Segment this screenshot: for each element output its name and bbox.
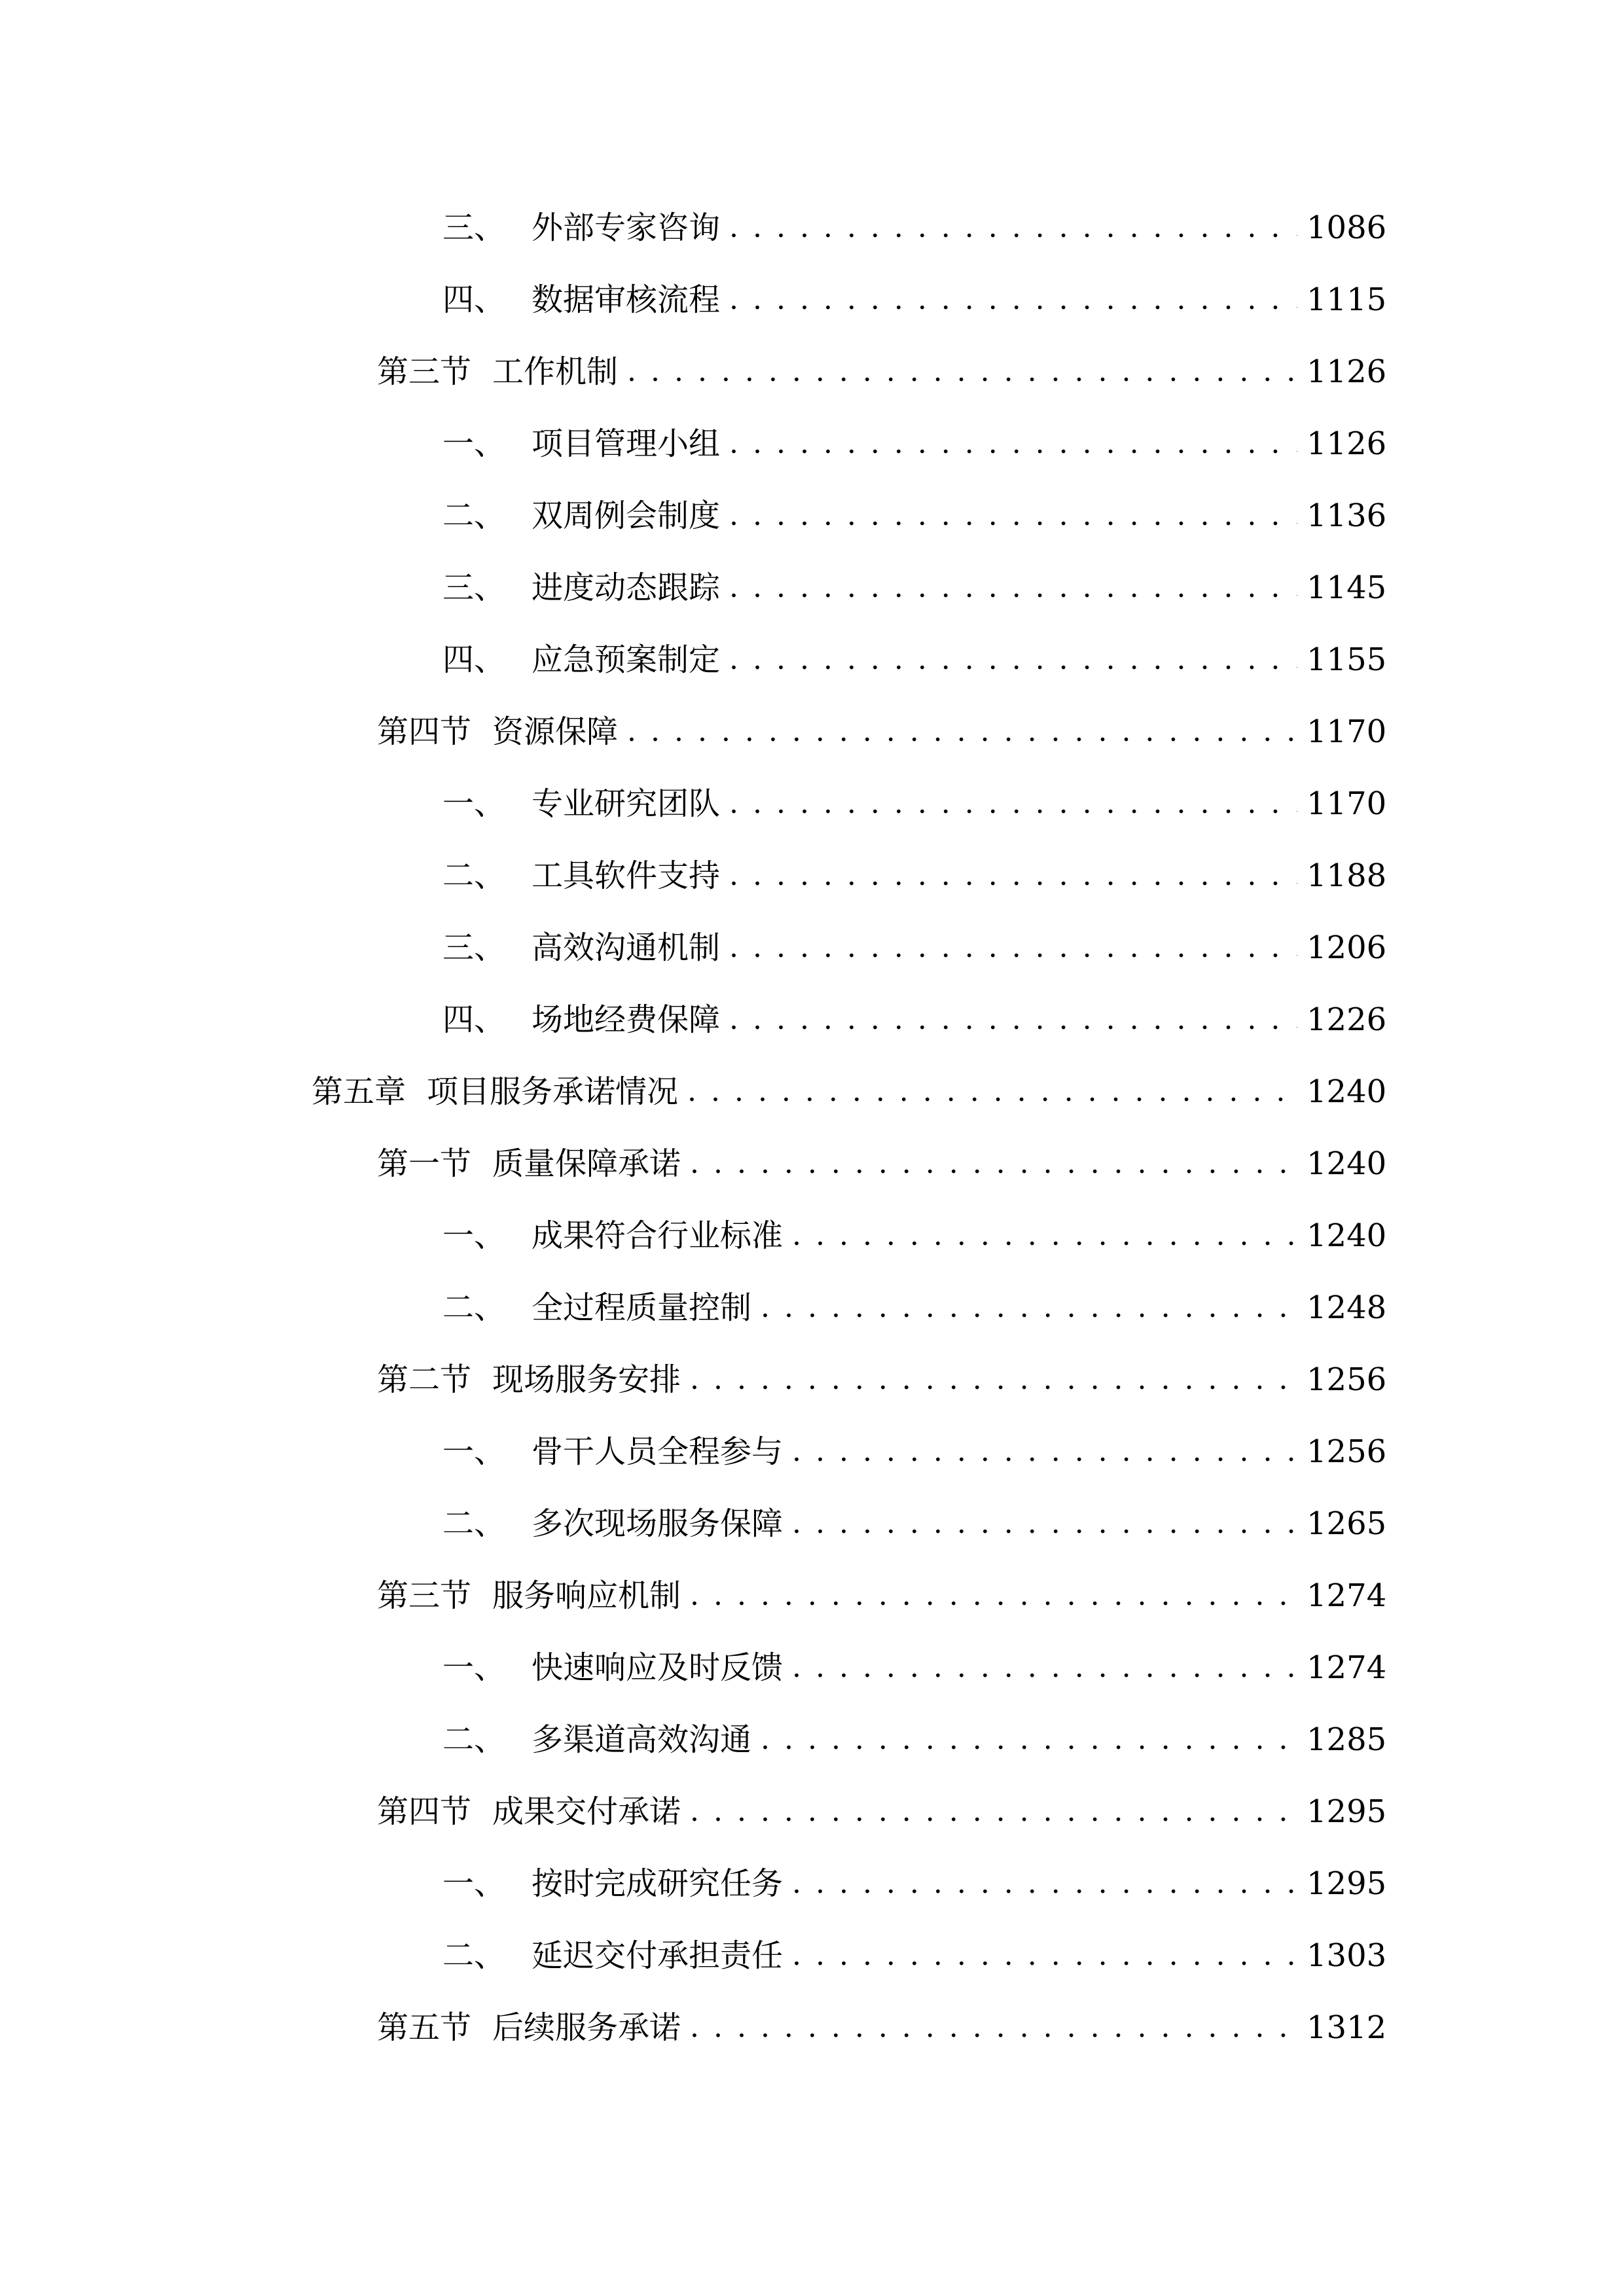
toc-entry-section[interactable] — [377, 1140, 1387, 1187]
toc-entry-section[interactable] — [377, 348, 1387, 395]
toc-title: 工作机制 — [492, 353, 619, 390]
toc-title: 项目管理小组 — [532, 425, 721, 462]
toc-page-number: 1170 — [1307, 785, 1387, 822]
toc-marker: 第三节 — [377, 1577, 472, 1614]
toc-page-number: 1312 — [1307, 2009, 1387, 2046]
toc-entry-section[interactable] — [377, 1572, 1387, 1619]
toc-title: 骨干人员全程参与 — [532, 1433, 784, 1470]
toc-leader-dots — [792, 1644, 1297, 1691]
toc-entry-item[interactable] — [442, 1860, 1387, 1907]
toc-leader-dots — [729, 852, 1297, 899]
toc-marker: 二、 — [442, 1937, 506, 1974]
toc-marker: 第四节 — [377, 713, 472, 750]
toc-leader-dots — [729, 204, 1297, 251]
toc-title: 外部专家咨询 — [532, 209, 721, 246]
toc-marker: 三、 — [442, 569, 506, 606]
toc-page-number: 1265 — [1307, 1505, 1387, 1542]
toc-title: 按时完成研究任务 — [532, 1865, 784, 1902]
toc-page-number: 1170 — [1307, 713, 1387, 750]
toc-page-number: 1256 — [1307, 1361, 1387, 1398]
toc-marker: 第三节 — [377, 353, 472, 390]
toc-marker: 第五节 — [377, 2009, 472, 2046]
toc-page-number: 1303 — [1307, 1937, 1387, 1974]
toc-leader-dots — [729, 276, 1297, 323]
toc-page-number: 1188 — [1307, 857, 1387, 894]
toc-title: 多次现场服务保障 — [532, 1505, 784, 1542]
toc-marker: 三、 — [442, 209, 506, 246]
toc-marker: 二、 — [442, 1289, 506, 1326]
toc-marker: 第五章 — [312, 1073, 406, 1110]
toc-entry-item[interactable] — [442, 1932, 1387, 1979]
toc-page-number: 1256 — [1307, 1433, 1387, 1470]
toc-marker: 第四节 — [377, 1793, 472, 1830]
toc-entry-item[interactable] — [442, 780, 1387, 827]
toc-marker: 一、 — [442, 1865, 506, 1902]
toc-entry-item[interactable] — [442, 996, 1387, 1043]
toc-title: 工具软件支持 — [532, 857, 721, 894]
toc-title: 质量保障承诺 — [492, 1145, 681, 1182]
toc-page-number: 1274 — [1307, 1649, 1387, 1686]
toc-marker: 二、 — [442, 857, 506, 894]
toc-leader-dots — [729, 924, 1297, 971]
toc-marker: 一、 — [442, 425, 506, 462]
toc-entry-item[interactable] — [442, 1428, 1387, 1475]
toc-title: 成果符合行业标准 — [532, 1217, 784, 1254]
toc-page-number: 1126 — [1307, 425, 1387, 462]
toc-leader-dots — [729, 564, 1297, 611]
toc-marker: 三、 — [442, 929, 506, 966]
toc-entry-item[interactable] — [442, 636, 1387, 683]
toc-leader-dots — [729, 420, 1297, 467]
toc-leader-dots — [792, 1860, 1297, 1907]
toc-leader-dots — [792, 1428, 1297, 1475]
toc-marker: 第二节 — [377, 1361, 472, 1398]
toc-leader-dots — [729, 780, 1297, 827]
toc-title: 双周例会制度 — [532, 497, 721, 534]
toc-leader-dots — [792, 1500, 1297, 1547]
toc-entry-item[interactable] — [442, 1284, 1387, 1331]
toc-entry-section[interactable] — [377, 708, 1387, 755]
toc-marker: 四、 — [442, 641, 506, 678]
toc-title: 进度动态跟踪 — [532, 569, 721, 606]
toc-marker: 一、 — [442, 1217, 506, 1254]
toc-entry-item[interactable] — [442, 1644, 1387, 1691]
toc-marker: 二、 — [442, 497, 506, 534]
toc-entry-item[interactable] — [442, 420, 1387, 467]
toc-entry-section[interactable] — [377, 1788, 1387, 1835]
toc-marker: 二、 — [442, 1505, 506, 1542]
toc-entry-item[interactable] — [442, 924, 1387, 971]
toc-title: 现场服务安排 — [492, 1361, 681, 1398]
toc-leader-dots — [627, 348, 1297, 395]
toc-leader-dots — [687, 1068, 1297, 1115]
toc-leader-dots — [792, 1932, 1297, 1979]
toc-title: 服务响应机制 — [492, 1577, 681, 1614]
toc-leader-dots — [690, 2004, 1297, 2051]
toc-leader-dots — [690, 1788, 1297, 1835]
toc-entry-item[interactable] — [442, 1212, 1387, 1259]
toc-title: 应急预案制定 — [532, 641, 721, 678]
toc-page-number: 1155 — [1307, 641, 1387, 678]
toc-title: 场地经费保障 — [532, 1001, 721, 1038]
toc-entry-item[interactable] — [442, 852, 1387, 899]
toc-title: 多渠道高效沟通 — [532, 1721, 752, 1758]
toc-page-number: 1240 — [1307, 1073, 1387, 1110]
toc-title: 成果交付承诺 — [492, 1793, 681, 1830]
toc-leader-dots — [627, 708, 1297, 755]
toc-entry-item[interactable] — [442, 564, 1387, 611]
toc-entry-chapter[interactable] — [312, 1068, 1387, 1115]
toc-title: 延迟交付承担责任 — [532, 1937, 784, 1974]
toc-leader-dots — [792, 1212, 1297, 1259]
toc-page-number: 1240 — [1307, 1217, 1387, 1254]
toc-page-number: 1226 — [1307, 1001, 1387, 1038]
toc-marker: 四、 — [442, 1001, 506, 1038]
toc-marker: 一、 — [442, 785, 506, 822]
toc-marker: 四、 — [442, 281, 506, 318]
toc-page-number: 1295 — [1307, 1793, 1387, 1830]
toc-title: 后续服务承诺 — [492, 2009, 681, 2046]
toc-title: 资源保障 — [492, 713, 619, 750]
toc-page-number: 1240 — [1307, 1145, 1387, 1182]
toc-leader-dots — [690, 1572, 1297, 1619]
toc-title: 项目服务承诺情况 — [427, 1073, 679, 1110]
toc-title: 高效沟通机制 — [532, 929, 721, 966]
toc-page-number: 1285 — [1307, 1721, 1387, 1758]
toc-page-number: 1126 — [1307, 353, 1387, 390]
toc-title: 专业研究团队 — [532, 785, 721, 822]
toc-leader-dots — [729, 492, 1297, 539]
toc-leader-dots — [761, 1716, 1297, 1763]
toc-page-number: 1145 — [1307, 569, 1387, 606]
toc-entry-item[interactable] — [442, 492, 1387, 539]
toc-entry-section[interactable] — [377, 1356, 1387, 1403]
toc-marker: 二、 — [442, 1721, 506, 1758]
toc-leader-dots — [761, 1284, 1297, 1331]
toc-entry-item[interactable] — [442, 204, 1387, 251]
toc-entry-section[interactable] — [377, 2004, 1387, 2051]
toc-title: 数据审核流程 — [532, 281, 721, 318]
toc-leader-dots — [729, 636, 1297, 683]
toc-page-number: 1206 — [1307, 929, 1387, 966]
toc-entry-item[interactable] — [442, 1500, 1387, 1547]
toc-page-number: 1086 — [1307, 209, 1387, 246]
toc-leader-dots — [690, 1356, 1297, 1403]
toc-page-number: 1115 — [1307, 281, 1387, 318]
toc-page-number: 1295 — [1307, 1865, 1387, 1902]
toc-page-number: 1136 — [1307, 497, 1387, 534]
toc-entry-item[interactable] — [442, 1716, 1387, 1763]
toc-title: 全过程质量控制 — [532, 1289, 752, 1326]
toc-page-number: 1248 — [1307, 1289, 1387, 1326]
toc-leader-dots — [690, 1140, 1297, 1187]
toc-entry-item[interactable] — [442, 276, 1387, 323]
toc-marker: 第一节 — [377, 1145, 472, 1182]
toc-leader-dots — [729, 996, 1297, 1043]
toc-marker: 一、 — [442, 1649, 506, 1686]
toc-page-number: 1274 — [1307, 1577, 1387, 1614]
toc-marker: 一、 — [442, 1433, 506, 1470]
toc-title: 快速响应及时反馈 — [532, 1649, 784, 1686]
